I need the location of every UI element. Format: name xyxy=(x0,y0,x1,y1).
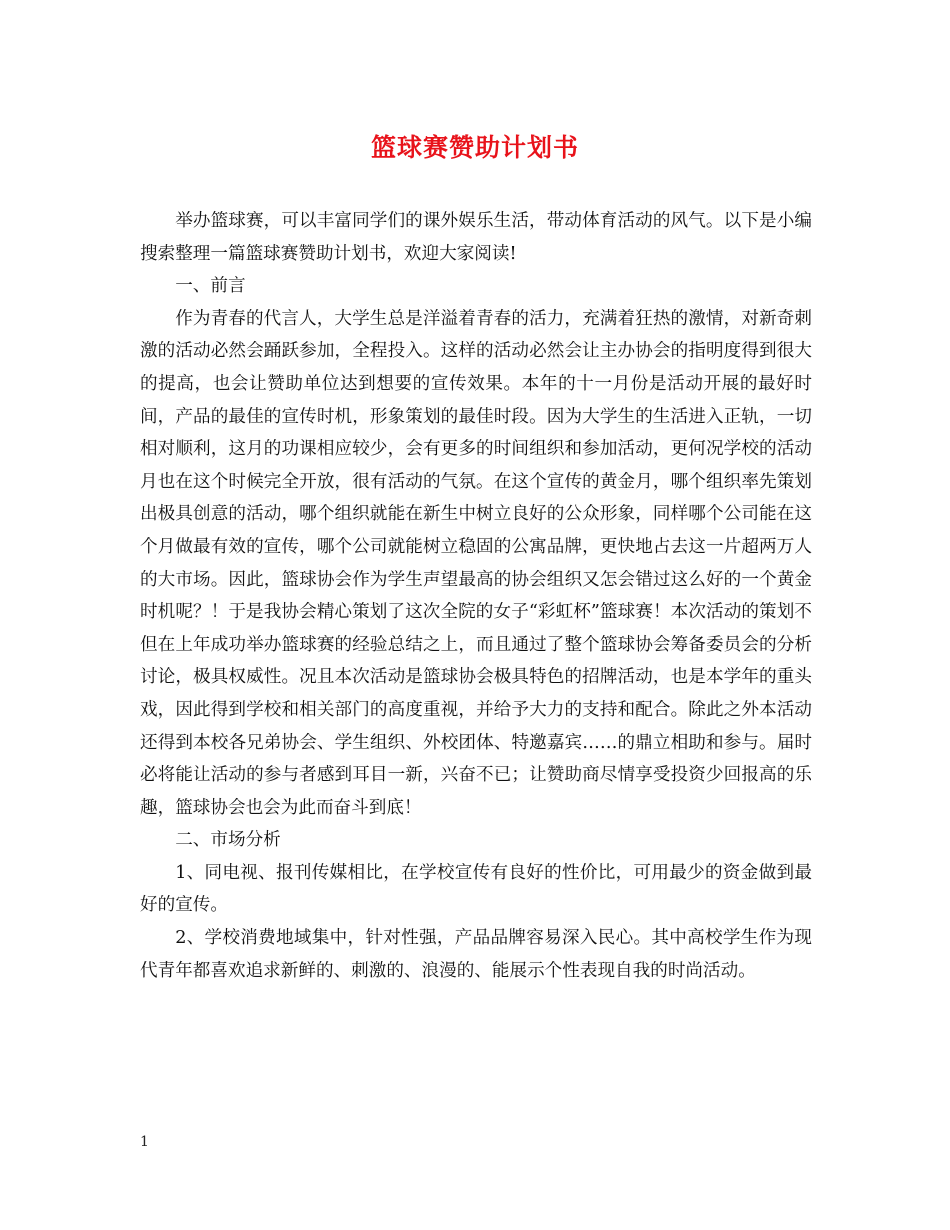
preface-paragraph: 作为青春的代言人，大学生总是洋溢着青春的活力，充满着狂热的激情，对新奇刺激的活动必然会踊跃参加，全程投入。这样的活动必然会让主办协会的指明度得到很大的提高，也会让赞助单位达到想要的宣传效果。本年的十一月份是活动开展的最好时间，产品的最佳的宣传时机，形象策划的最佳时段。因为大学生的生活进入正轨，一切相对顺利，这月的功课相应较少，会有更多的时间组织和参加活动，更何况学校的活动月也在这个时候完全开放，很有活动的气氛。在这个宣传的黄金月，哪个组织率先策划出极具创意的活动，哪个组织就能在新生中树立良好的公众形象，同样哪个公司能在这个月做最有效的宣传，哪个公司就能树立稳固的公寓品牌，更快地占去这一片超两万人的大市场。因此，篮球协会作为学生声望最高的协会组织又怎会错过这么好的一个黄金时机呢？！于是我协会精心策划了这次全院的女子“彩虹杯”篮球赛！本次活动的策划不但在上年成功举办篮球赛的经验总结之上，而且通过了整个篮球协会筹备委员会的分析讨论，极具权威性。况且本次活动是篮球协会极具特色的招牌活动，也是本学年的重头戏，因此得到学校和相关部门的高度重视，并给予大力的支持和配合。除此之外本活动还得到本校各兄弟协会、学生组织、外校团体、特邀嘉宾……的鼎立相助和参与。届时必将能让活动的参与者感到耳目一新，兴奋不已；让赞助商尽情享受投资少回报高的乐趣，篮球协会也会为此而奋斗到底！ xyxy=(140,308,812,818)
document-body xyxy=(140,205,812,987)
page-number: 1 xyxy=(140,1134,149,1150)
market-point-2: 2、学校消费地域集中，针对性强，产品品牌容易深入民心。其中高校学生作为现代青年都喜欢追求新鲜的、刺激的、浪漫的、能展示个性表现自我的时尚活动。 xyxy=(140,928,812,981)
document-title: 篮球赛赞助计划书 xyxy=(370,133,579,162)
section-heading-market-analysis: 二、市场分析 xyxy=(175,830,281,851)
market-point-1: 1、同电视、报刊传媒相比，在学校宣传有良好的性价比，可用最少的资金做到最好的宣传。 xyxy=(140,862,812,916)
intro-paragraph: 举办篮球赛，可以丰富同学们的课外娱乐生活，带动体育活动的风气。以下是小编搜索整理一篇篮球赛赞助计划书，欢迎大家阅读! xyxy=(140,211,812,264)
section-heading-preface: 一、前言 xyxy=(175,276,246,297)
